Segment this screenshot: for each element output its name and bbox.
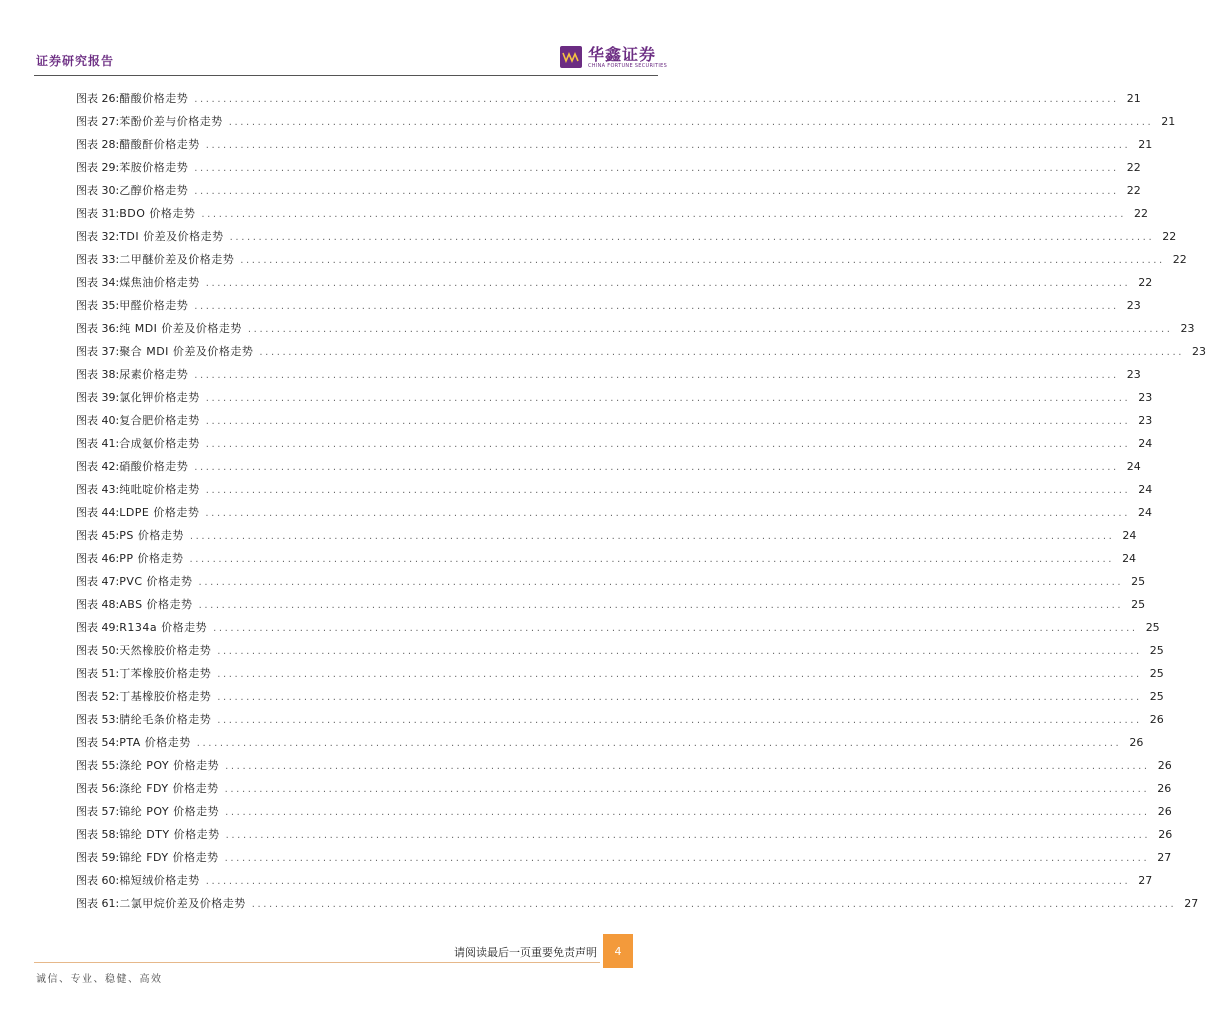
toc-entry[interactable] (76, 734, 1144, 757)
toc-entry-label: 图表 37: (76, 345, 120, 358)
toc-entry-page: 26 (1129, 736, 1144, 749)
toc-entry[interactable] (76, 136, 1153, 159)
toc-leader-dots: ................................................................................................................................................................ (229, 232, 1155, 243)
toc-entry-title: 聚合 MDI 价差及价格走势 (119, 345, 254, 358)
toc-entry-title: BDO 价格走势 (119, 207, 196, 220)
toc-entry-label: 图表 61: (76, 897, 120, 910)
toc-leader-dots: ................................................................................................................................................................ (205, 278, 1131, 289)
toc-leader-dots: ................................................................................................................................................................ (217, 669, 1142, 680)
toc-entry-page: 23 (1126, 368, 1141, 381)
toc-entry[interactable] (76, 596, 1146, 619)
toc-entry-title: 醋酸酐价格走势 (119, 138, 200, 151)
toc-entry-title: PP 价格走势 (119, 552, 184, 565)
toc-entry-title: 二氯甲烷价差及价格走势 (119, 897, 246, 910)
toc-entry-title: 苯胺价格走势 (119, 161, 189, 174)
toc-entry-label: 图表 58: (76, 828, 120, 841)
toc-entry-page: 27 (1184, 897, 1199, 910)
toc-entry-page: 25 (1131, 598, 1146, 611)
toc-entry-page: 21 (1161, 115, 1176, 128)
toc-entry[interactable] (76, 251, 1187, 274)
toc-entry-title: 煤焦油价格走势 (119, 276, 200, 289)
toc-entry-label: 图表 31: (76, 207, 120, 220)
toc-leader-dots: ................................................................................................................................................................ (247, 324, 1173, 335)
toc-leader-dots: ................................................................................................................................................................ (194, 462, 1119, 473)
toc-entry-page: 27 (1138, 874, 1153, 887)
toc-entry-page: 25 (1149, 667, 1164, 680)
toc-entry-page: 22 (1138, 276, 1153, 289)
toc-entry-title: 涤纶 FDY 价格走势 (119, 782, 219, 795)
toc-leader-dots: ................................................................................................................................................................ (194, 370, 1119, 381)
toc-entry-label: 图表 42: (76, 460, 120, 473)
toc-entry-label: 图表 33: (76, 253, 120, 266)
logo-name: 华鑫证券 (588, 45, 657, 64)
toc-entry-label: 图表 27: (76, 115, 120, 128)
toc-entry-page: 24 (1138, 437, 1153, 450)
toc-entry-page: 24 (1138, 483, 1153, 496)
toc-entry-label: 图表 48: (76, 598, 120, 611)
toc-leader-dots: ................................................................................................................................................................ (189, 554, 1115, 565)
toc-leader-dots: ................................................................................................................................................................ (205, 140, 1131, 151)
toc-entry-page: 23 (1138, 391, 1153, 404)
company-motto: 诚信、专业、稳健、高效 (36, 974, 163, 985)
toc-entry-page: 25 (1145, 621, 1160, 634)
toc-leader-dots: ................................................................................................................................................................ (225, 830, 1151, 841)
toc-entry-title: PS 价格走势 (119, 529, 184, 542)
toc-entry-label: 图表 60: (76, 874, 120, 887)
toc-entry-label: 图表 47: (76, 575, 120, 588)
toc-leader-dots: ................................................................................................................................................................ (194, 186, 1119, 197)
toc-entry-title: 二甲醚价差及价格走势 (119, 253, 235, 266)
toc-entry[interactable] (76, 366, 1141, 389)
toc-entry[interactable] (76, 826, 1173, 849)
toc-entry[interactable] (76, 159, 1141, 182)
toc-entry-page: 22 (1126, 161, 1141, 174)
toc-entry-title: 复合肥价格走势 (119, 414, 200, 427)
toc-entry-title: ABS 价格走势 (119, 598, 193, 611)
toc-leader-dots: ................................................................................................................................................................ (224, 784, 1150, 795)
toc-entry-title: 甲醛价格走势 (119, 299, 189, 312)
toc-leader-dots: ................................................................................................................................................................ (189, 531, 1115, 542)
toc-entry-page: 26 (1157, 805, 1172, 818)
toc-leader-dots: ................................................................................................................................................................ (194, 163, 1119, 174)
toc-entry[interactable] (76, 435, 1153, 458)
toc-leader-dots: ................................................................................................................................................................ (205, 439, 1131, 450)
toc-entry[interactable] (76, 849, 1172, 872)
report-type-title: 证券研究报告 (36, 54, 115, 68)
toc-entry[interactable] (76, 182, 1141, 205)
toc-entry-title: 丁基橡胶价格走势 (119, 690, 212, 703)
toc-entry-page: 26 (1158, 828, 1173, 841)
toc-entry[interactable] (76, 113, 1176, 136)
toc-entry-page: 22 (1126, 184, 1141, 197)
toc-entry[interactable] (76, 872, 1153, 895)
toc-entry-page: 24 (1122, 552, 1137, 565)
toc-entry-label: 图表 56: (76, 782, 120, 795)
toc-entry[interactable] (76, 297, 1141, 320)
toc-entry[interactable] (76, 458, 1141, 481)
toc-entry-title: 纯吡啶价格走势 (119, 483, 200, 496)
toc-entry-label: 图表 38: (76, 368, 120, 381)
toc-entry-label: 图表 32: (76, 230, 120, 243)
toc-entry[interactable] (76, 642, 1164, 665)
toc-entry-title: PVC 价格走势 (119, 575, 193, 588)
toc-entry-label: 图表 29: (76, 161, 120, 174)
toc-entry[interactable] (76, 688, 1164, 711)
toc-leader-dots: ................................................................................................................................................................ (201, 209, 1126, 220)
toc-entry-page: 21 (1126, 92, 1141, 105)
toc-entry-label: 图表 55: (76, 759, 120, 772)
toc-entry-page: 25 (1149, 644, 1164, 657)
toc-entry-page: 27 (1157, 851, 1172, 864)
toc-leader-dots: ................................................................................................................................................................ (205, 876, 1131, 887)
toc-entry[interactable] (76, 665, 1164, 688)
toc-entry-label: 图表 28: (76, 138, 120, 151)
toc-entry-label: 图表 54: (76, 736, 120, 749)
toc-entry-label: 图表 57: (76, 805, 120, 818)
toc-entry[interactable] (76, 389, 1153, 412)
toc-entry-title: R134a 价格走势 (119, 621, 208, 634)
toc-entry-title: 苯酚价差与价格走势 (119, 115, 223, 128)
toc-entry-label: 图表 26: (76, 92, 120, 105)
toc-entry-label: 图表 59: (76, 851, 120, 864)
toc-entry-label: 图表 53: (76, 713, 120, 726)
toc-leader-dots: ................................................................................................................................................................ (196, 738, 1122, 749)
toc-entry-label: 图表 49: (76, 621, 120, 634)
toc-leader-dots: ................................................................................................................................................................ (225, 761, 1150, 772)
toc-entry-title: 锦纶 DTY 价格走势 (119, 828, 220, 841)
toc-entry[interactable] (76, 711, 1164, 734)
toc-leader-dots: ................................................................................................................................................................ (259, 347, 1184, 358)
toc-entry-page: 23 (1126, 299, 1141, 312)
toc-entry-title: 乙醇价格走势 (119, 184, 189, 197)
toc-entry[interactable] (76, 757, 1172, 780)
toc-leader-dots: ................................................................................................................................................................ (198, 577, 1124, 588)
toc-entry[interactable] (76, 228, 1177, 251)
toc-leader-dots: ................................................................................................................................................................ (224, 853, 1150, 864)
toc-entry-label: 图表 43: (76, 483, 120, 496)
toc-entry-page: 24 (1122, 529, 1137, 542)
toc-entry-page: 26 (1149, 713, 1164, 726)
toc-entry-label: 图表 46: (76, 552, 120, 565)
toc-entry[interactable] (76, 90, 1141, 113)
toc-entry-title: 锦纶 FDY 价格走势 (119, 851, 219, 864)
toc-entry-label: 图表 52: (76, 690, 120, 703)
toc-entry-label: 图表 44: (76, 506, 120, 519)
toc-entry-label: 图表 51: (76, 667, 120, 680)
toc-entry[interactable] (76, 803, 1172, 826)
page-number-badge: 4 (603, 934, 633, 968)
toc-entry-page: 22 (1133, 207, 1148, 220)
toc-leader-dots: ................................................................................................................................................................ (205, 416, 1131, 427)
toc-entry-page: 25 (1149, 690, 1164, 703)
toc-leader-dots: ................................................................................................................................................................ (225, 807, 1150, 818)
toc-entry-title: 尿素价格走势 (119, 368, 189, 381)
toc-entry-page: 22 (1162, 230, 1177, 243)
toc-entry-page: 24 (1137, 506, 1152, 519)
toc-entry[interactable] (76, 619, 1160, 642)
toc-entry-page: 21 (1138, 138, 1153, 151)
toc-leader-dots: ................................................................................................................................................................ (194, 94, 1119, 105)
toc-entry[interactable] (76, 274, 1153, 297)
toc-leader-dots: ................................................................................................................................................................ (205, 508, 1130, 519)
toc-entry[interactable] (76, 412, 1153, 435)
toc-leader-dots: ................................................................................................................................................................ (213, 623, 1138, 634)
toc-entry-title: 天然橡胶价格走势 (119, 644, 212, 657)
toc-entry-label: 图表 34: (76, 276, 120, 289)
toc-entry-page: 22 (1172, 253, 1187, 266)
toc-entry-title: 锦纶 POY 价格走势 (119, 805, 220, 818)
toc-entry[interactable] (76, 550, 1137, 573)
toc-entry[interactable] (76, 481, 1153, 504)
toc-entry-page: 23 (1138, 414, 1153, 427)
toc-leader-dots: ................................................................................................................................................................ (217, 646, 1142, 657)
toc-leader-dots: ................................................................................................................................................................ (205, 393, 1131, 404)
toc-entry-page: 26 (1157, 759, 1172, 772)
figure-list (76, 90, 1206, 918)
toc-entry-title: 涤纶 POY 价格走势 (119, 759, 220, 772)
toc-entry-page: 23 (1192, 345, 1206, 358)
toc-leader-dots: ................................................................................................................................................................ (240, 255, 1165, 266)
toc-entry-page: 25 (1131, 575, 1146, 588)
disclaimer-notice: 请阅读最后一页重要免责声明 (454, 946, 597, 959)
toc-entry-title: 腈纶毛条价格走势 (119, 713, 212, 726)
toc-entry-page: 24 (1126, 460, 1141, 473)
toc-entry-label: 图表 30: (76, 184, 120, 197)
toc-entry-label: 图表 41: (76, 437, 120, 450)
logo-subtitle: CHINA FORTUNE SECURITIES (588, 63, 668, 69)
toc-entry-title: TDI 价差及价格走势 (119, 230, 224, 243)
toc-entry[interactable] (76, 573, 1146, 596)
logo-mark-icon (560, 46, 582, 68)
toc-entry-title: LDPE 价格走势 (119, 506, 200, 519)
toc-entry-title: 纯 MDI 价差及价格走势 (119, 322, 242, 335)
toc-entry-page: 26 (1157, 782, 1172, 795)
toc-leader-dots: ................................................................................................................................................................ (228, 117, 1154, 128)
header-divider (34, 75, 658, 76)
toc-entry[interactable] (76, 504, 1152, 527)
toc-entry[interactable] (76, 320, 1195, 343)
toc-leader-dots: ................................................................................................................................................................ (251, 899, 1177, 910)
toc-entry-title: PTA 价格走势 (119, 736, 191, 749)
toc-entry-title: 醋酸价格走势 (119, 92, 189, 105)
toc-entry-label: 图表 35: (76, 299, 120, 312)
toc-entry-title: 丁苯橡胶价格走势 (119, 667, 212, 680)
toc-entry-label: 图表 36: (76, 322, 120, 335)
footer-divider (34, 962, 600, 963)
toc-entry-title: 合成氨价格走势 (119, 437, 200, 450)
toc-entry-page: 23 (1180, 322, 1195, 335)
toc-entry-title: 棉短绒价格走势 (119, 874, 200, 887)
toc-entry[interactable] (76, 527, 1137, 550)
toc-entry[interactable] (76, 895, 1199, 918)
toc-leader-dots: ................................................................................................................................................................ (217, 692, 1142, 703)
toc-entry-label: 图表 50: (76, 644, 120, 657)
toc-entry-label: 图表 40: (76, 414, 120, 427)
toc-entry-title: 氯化钾价格走势 (119, 391, 200, 404)
toc-entry-label: 图表 45: (76, 529, 120, 542)
toc-entry[interactable] (76, 343, 1206, 366)
toc-entry-label: 图表 39: (76, 391, 120, 404)
toc-leader-dots: ................................................................................................................................................................ (194, 301, 1119, 312)
toc-leader-dots: ................................................................................................................................................................ (217, 715, 1142, 726)
toc-entry[interactable] (76, 205, 1148, 228)
toc-leader-dots: ................................................................................................................................................................ (205, 485, 1131, 496)
toc-entry-title: 硝酸价格走势 (119, 460, 189, 473)
toc-entry[interactable] (76, 780, 1172, 803)
toc-leader-dots: ................................................................................................................................................................ (198, 600, 1124, 611)
